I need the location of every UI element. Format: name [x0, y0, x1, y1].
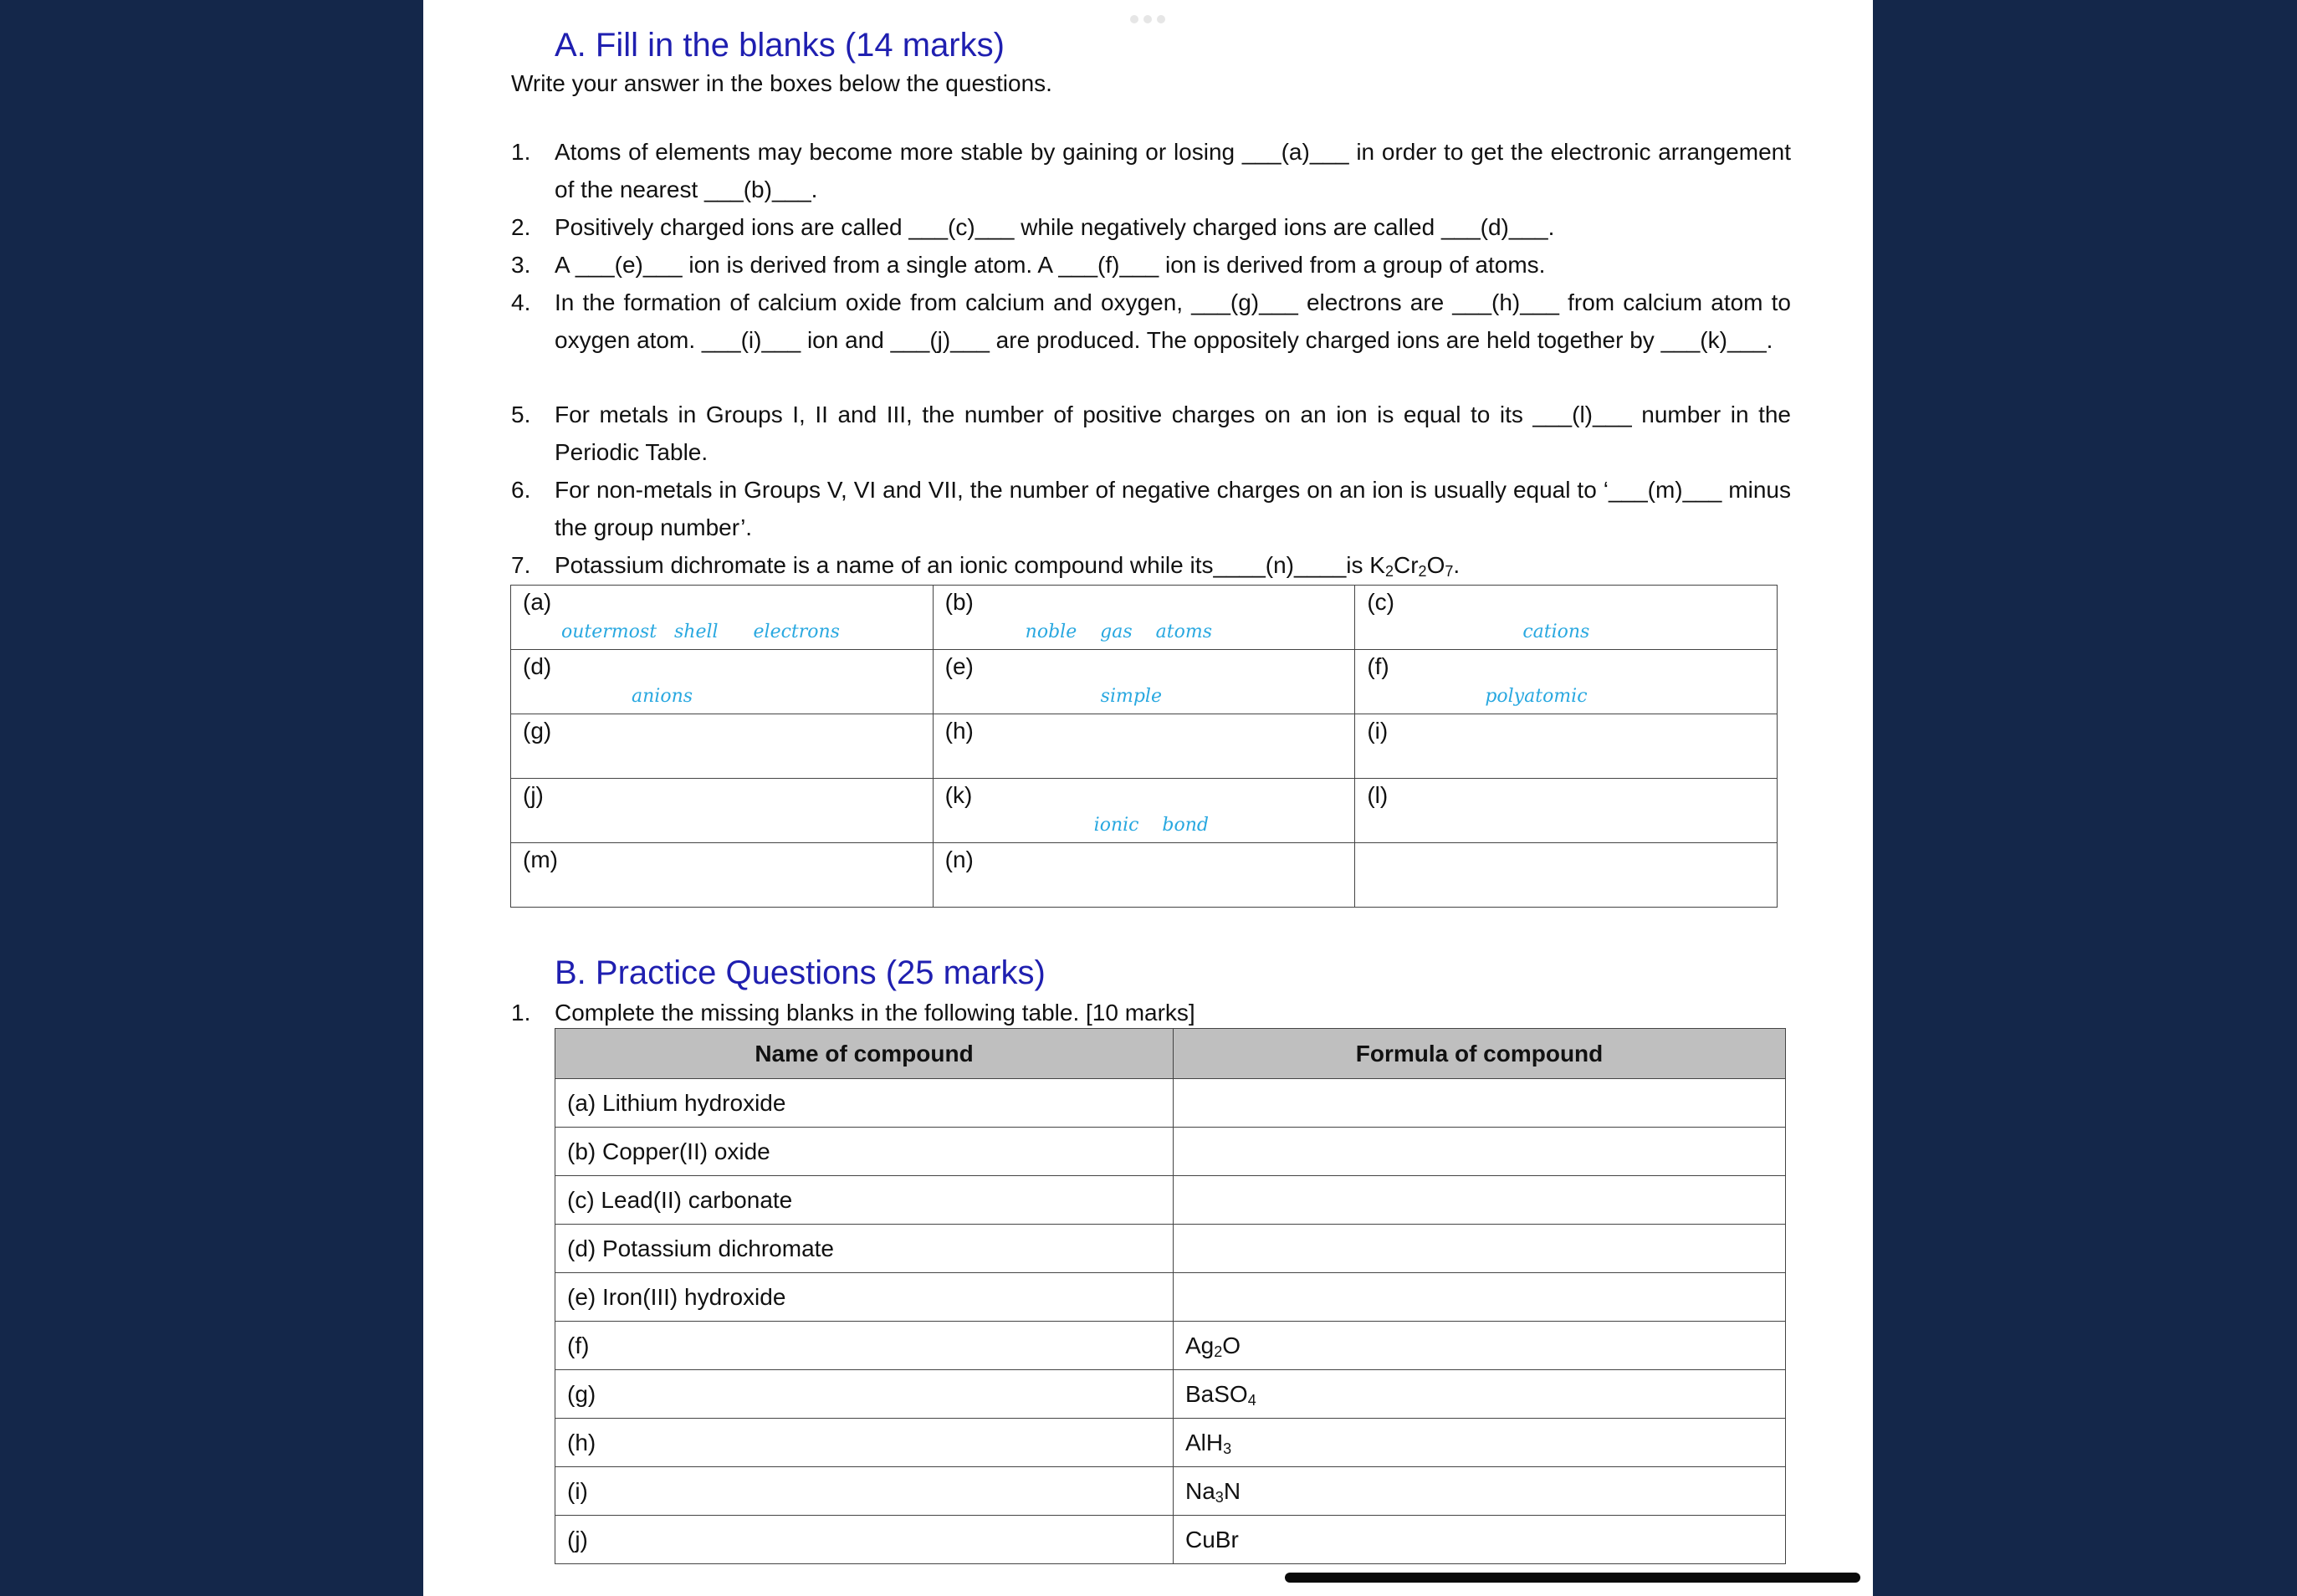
formula-cell[interactable] — [1174, 1079, 1786, 1128]
answer-cell-h[interactable]: (h) — [933, 714, 1355, 779]
section-a-instruction: Write your answer in the boxes below the questions. — [511, 70, 1052, 96]
section-b-title: B. Practice Questions (25 marks) — [555, 954, 1046, 991]
handwritten-answer: cations — [1522, 622, 1590, 642]
formula-cell[interactable] — [1174, 1225, 1786, 1273]
question-7: 7. Potassium dichromate is a name of an ionic compound while its____(n)____is $K_2Cr_2O_7$. — [511, 552, 1461, 580]
compound-name: (b) Copper(II) oxide — [555, 1128, 1174, 1176]
compound-formula: AlH$_3$ — [1174, 1419, 1786, 1467]
formula-cell[interactable] — [1174, 1128, 1786, 1176]
header-name-of-compound: Name of compound — [555, 1029, 1174, 1079]
answer-table — [510, 585, 1778, 908]
practice-question-1: 1. Complete the missing blanks in the following table. [10 marks] — [511, 1000, 1195, 1026]
handwritten-answer: noble gas atoms — [1025, 622, 1212, 642]
answer-cell-l[interactable]: (l) — [1355, 779, 1778, 843]
table-row — [555, 1370, 1786, 1419]
compound-table — [555, 1028, 1786, 1564]
answer-cell-i[interactable]: (i) — [1355, 714, 1778, 779]
table-row — [555, 1322, 1786, 1370]
answer-cell-e[interactable]: (e) simple — [933, 650, 1355, 714]
compound-formula: $Ag_2O$ — [1174, 1322, 1786, 1370]
compound-name-cell[interactable]: (h) — [555, 1419, 1174, 1467]
header-formula-of-compound: Formula of compound — [1174, 1029, 1786, 1079]
answer-cell-a[interactable]: (a) outermost shell electrons — [511, 586, 934, 650]
answer-cell-n[interactable]: (n) — [933, 843, 1355, 908]
question-5: 5. For metals in Groups I, II and III, the number of positive charges on an ion is equal to its ___(l)___ number in the Periodic Table. — [511, 402, 1791, 465]
table-row — [555, 1079, 1786, 1128]
table-row — [555, 1128, 1786, 1176]
answer-cell-m[interactable]: (m) — [511, 843, 934, 908]
question-2: 2. Positively charged ions are called ___(c)___ while negatively charged ions are called ___(d)___. — [511, 214, 1555, 240]
worksheet-page — [423, 0, 1873, 1596]
compound-name: (e) Iron(III) hydroxide — [555, 1273, 1174, 1322]
handwritten-answer: outermost shell electrons — [561, 622, 840, 642]
compound-name-cell[interactable]: (g) — [555, 1370, 1174, 1419]
handwritten-answer: ionic bond — [1093, 815, 1210, 836]
compound-name: (c) Lead(II) carbonate — [555, 1176, 1174, 1225]
table-row — [555, 1467, 1786, 1516]
answer-cell-k[interactable]: (k) ionic bond — [933, 779, 1355, 843]
handwritten-answer: polyatomic — [1485, 686, 1588, 707]
more-options-handle[interactable] — [1130, 15, 1165, 23]
answer-cell-d[interactable]: (d) anions — [511, 650, 934, 714]
handwritten-answer: anions — [632, 686, 693, 707]
answer-cell-f[interactable]: (f) polyatomic — [1355, 650, 1778, 714]
question-1: 1. Atoms of elements may become more stable by gaining or losing ___(a)___ in order to get the electronic arrangement of the nearest ___(b)___. — [511, 139, 1791, 202]
answer-cell-empty — [1355, 843, 1778, 908]
table-row — [555, 1419, 1786, 1467]
question-4: 4. In the formation of calcium oxide from calcium and oxygen, ___(g)___ electrons are ___(h)___ from calcium atom to oxygen atom. ___(i)___ ion and ___(j)___ are produced. The oppositely charged ions are held together by ___(k)___. — [511, 289, 1791, 353]
section-a-title: A. Fill in the blanks (14 marks) — [555, 27, 1005, 64]
home-indicator-bar[interactable] — [1285, 1573, 1860, 1583]
answer-cell-c[interactable]: (c) cations — [1355, 586, 1778, 650]
compound-name: (a) Lithium hydroxide — [555, 1079, 1174, 1128]
question-3: 3. A ___(e)___ ion is derived from a single atom. A ___(f)___ ion is derived from a group of atoms. — [511, 252, 1546, 278]
table-row — [555, 1516, 1786, 1564]
compound-name: (d) Potassium dichromate — [555, 1225, 1174, 1273]
answer-cell-g[interactable]: (g) — [511, 714, 934, 779]
answer-cell-j[interactable]: (j) — [511, 779, 934, 843]
answer-cell-b[interactable]: (b) noble gas atoms — [933, 586, 1355, 650]
table-row — [555, 1273, 1786, 1322]
formula-cell[interactable] — [1174, 1273, 1786, 1322]
handwritten-answer: simple — [1100, 686, 1162, 707]
compound-formula: $Na_3N$ — [1174, 1467, 1786, 1516]
table-row — [555, 1176, 1786, 1225]
question-6: 6. For non-metals in Groups V, VI and VII, the number of negative charges on an ion is usually equal to ‘___(m)___ minus the group number’. — [511, 477, 1791, 540]
compound-name-cell[interactable]: (f) — [555, 1322, 1174, 1370]
table-row — [555, 1225, 1786, 1273]
compound-name-cell[interactable]: (j) — [555, 1516, 1174, 1564]
formula-cell[interactable] — [1174, 1176, 1786, 1225]
compound-formula: CuBr — [1174, 1516, 1786, 1564]
compound-formula: BaSO$_4$ — [1174, 1370, 1786, 1419]
compound-name-cell[interactable]: (i) — [555, 1467, 1174, 1516]
